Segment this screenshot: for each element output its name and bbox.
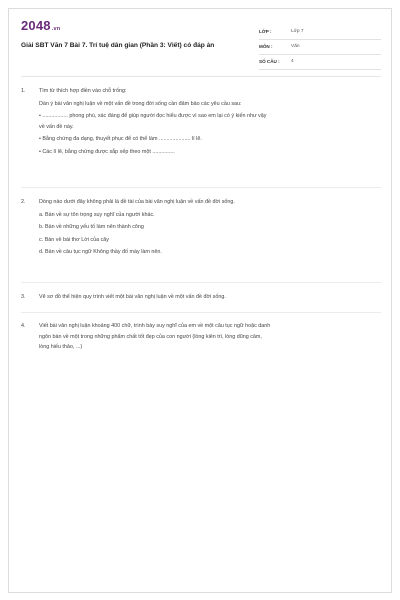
header-divider <box>21 76 381 77</box>
meta-value: Văn <box>291 44 300 49</box>
question-text: Tìm từ thích hợp điền vào chỗ trống: <box>39 88 127 94</box>
document-title: Giải SBT Văn 7 Bài 7. Trí tuệ dân gian (Phần 3: Viết) có đáp án <box>21 42 215 49</box>
question-text: về vấn đề này. <box>39 123 74 130</box>
question-separator <box>21 312 381 313</box>
logo-main: 2048 <box>21 18 51 33</box>
question-text: Vẽ sơ đồ thể hiện quy trình viết một bài văn nghị luận về một vấn đề đời sống. <box>39 294 226 300</box>
question-number: 1. <box>21 88 26 94</box>
meta-label: MÔN : <box>259 44 273 49</box>
question-body <box>39 321 379 353</box>
meta-row-class <box>259 25 381 40</box>
meta-table <box>259 25 381 70</box>
meta-row-subject <box>259 40 381 55</box>
meta-row-count <box>259 55 381 70</box>
meta-label: SỐ CÂU : <box>259 59 280 64</box>
question-number: 3. <box>21 294 26 300</box>
answer-option-a: a. Bàn về sự tôn trọng suy nghĩ của người khác. <box>39 211 155 218</box>
question-text: ngôn bàn về một trong những phẩm chất tốt đẹp của con người (lòng kiên trì, lòng dũng cảm, <box>39 333 262 340</box>
question-body <box>39 197 379 258</box>
document-header <box>21 17 381 67</box>
question-text: Dòng nào dưới đây không phải là đề tài của bài văn nghị luận về vấn đề đời sống. <box>39 199 235 205</box>
question-text: • ................. phong phú, xác đáng để giúp người đọc hiểu được vì sao em lại có ý kiến như vậy <box>39 113 267 119</box>
answer-option-d: d. Bàn về câu tục ngữ Không thầy đố mày làm nên. <box>39 249 162 255</box>
question-body <box>39 292 379 303</box>
site-logo[interactable] <box>21 18 60 33</box>
meta-value: Lớp 7 <box>291 29 304 34</box>
document-page <box>8 8 392 593</box>
meta-label: LỚP : <box>259 29 272 34</box>
question-number: 2. <box>21 199 26 205</box>
answer-option-c: c. Bàn về bài thơ Lời của cây <box>39 236 109 243</box>
question-text: • Các lí lẽ, bằng chứng được sắp xếp theo một ............... <box>39 148 175 155</box>
question-text: lòng hiếu thảo, ...) <box>39 344 83 350</box>
logo-suffix: .vn <box>51 26 61 32</box>
question-text: Viết bài văn nghị luận khoảng 400 chữ, trình bày suy nghĩ của em về một câu tục ngữ hoặc danh <box>39 323 271 329</box>
question-text: Dàn ý bài văn nghị luận về một vấn đề trong đời sống cần đảm bảo các yêu cầu sau: <box>39 100 242 107</box>
question-text: • Bằng chứng đa dạng, thuyết phục để có thể làm ..................... lí lẽ. <box>39 136 202 142</box>
question-separator <box>21 187 381 188</box>
question-body <box>39 86 379 157</box>
question-number: 4. <box>21 323 26 329</box>
answer-option-b: b. Bàn về những yếu tố làm nên thành công <box>39 224 144 230</box>
meta-value: 4 <box>291 59 294 64</box>
question-separator <box>21 282 381 283</box>
